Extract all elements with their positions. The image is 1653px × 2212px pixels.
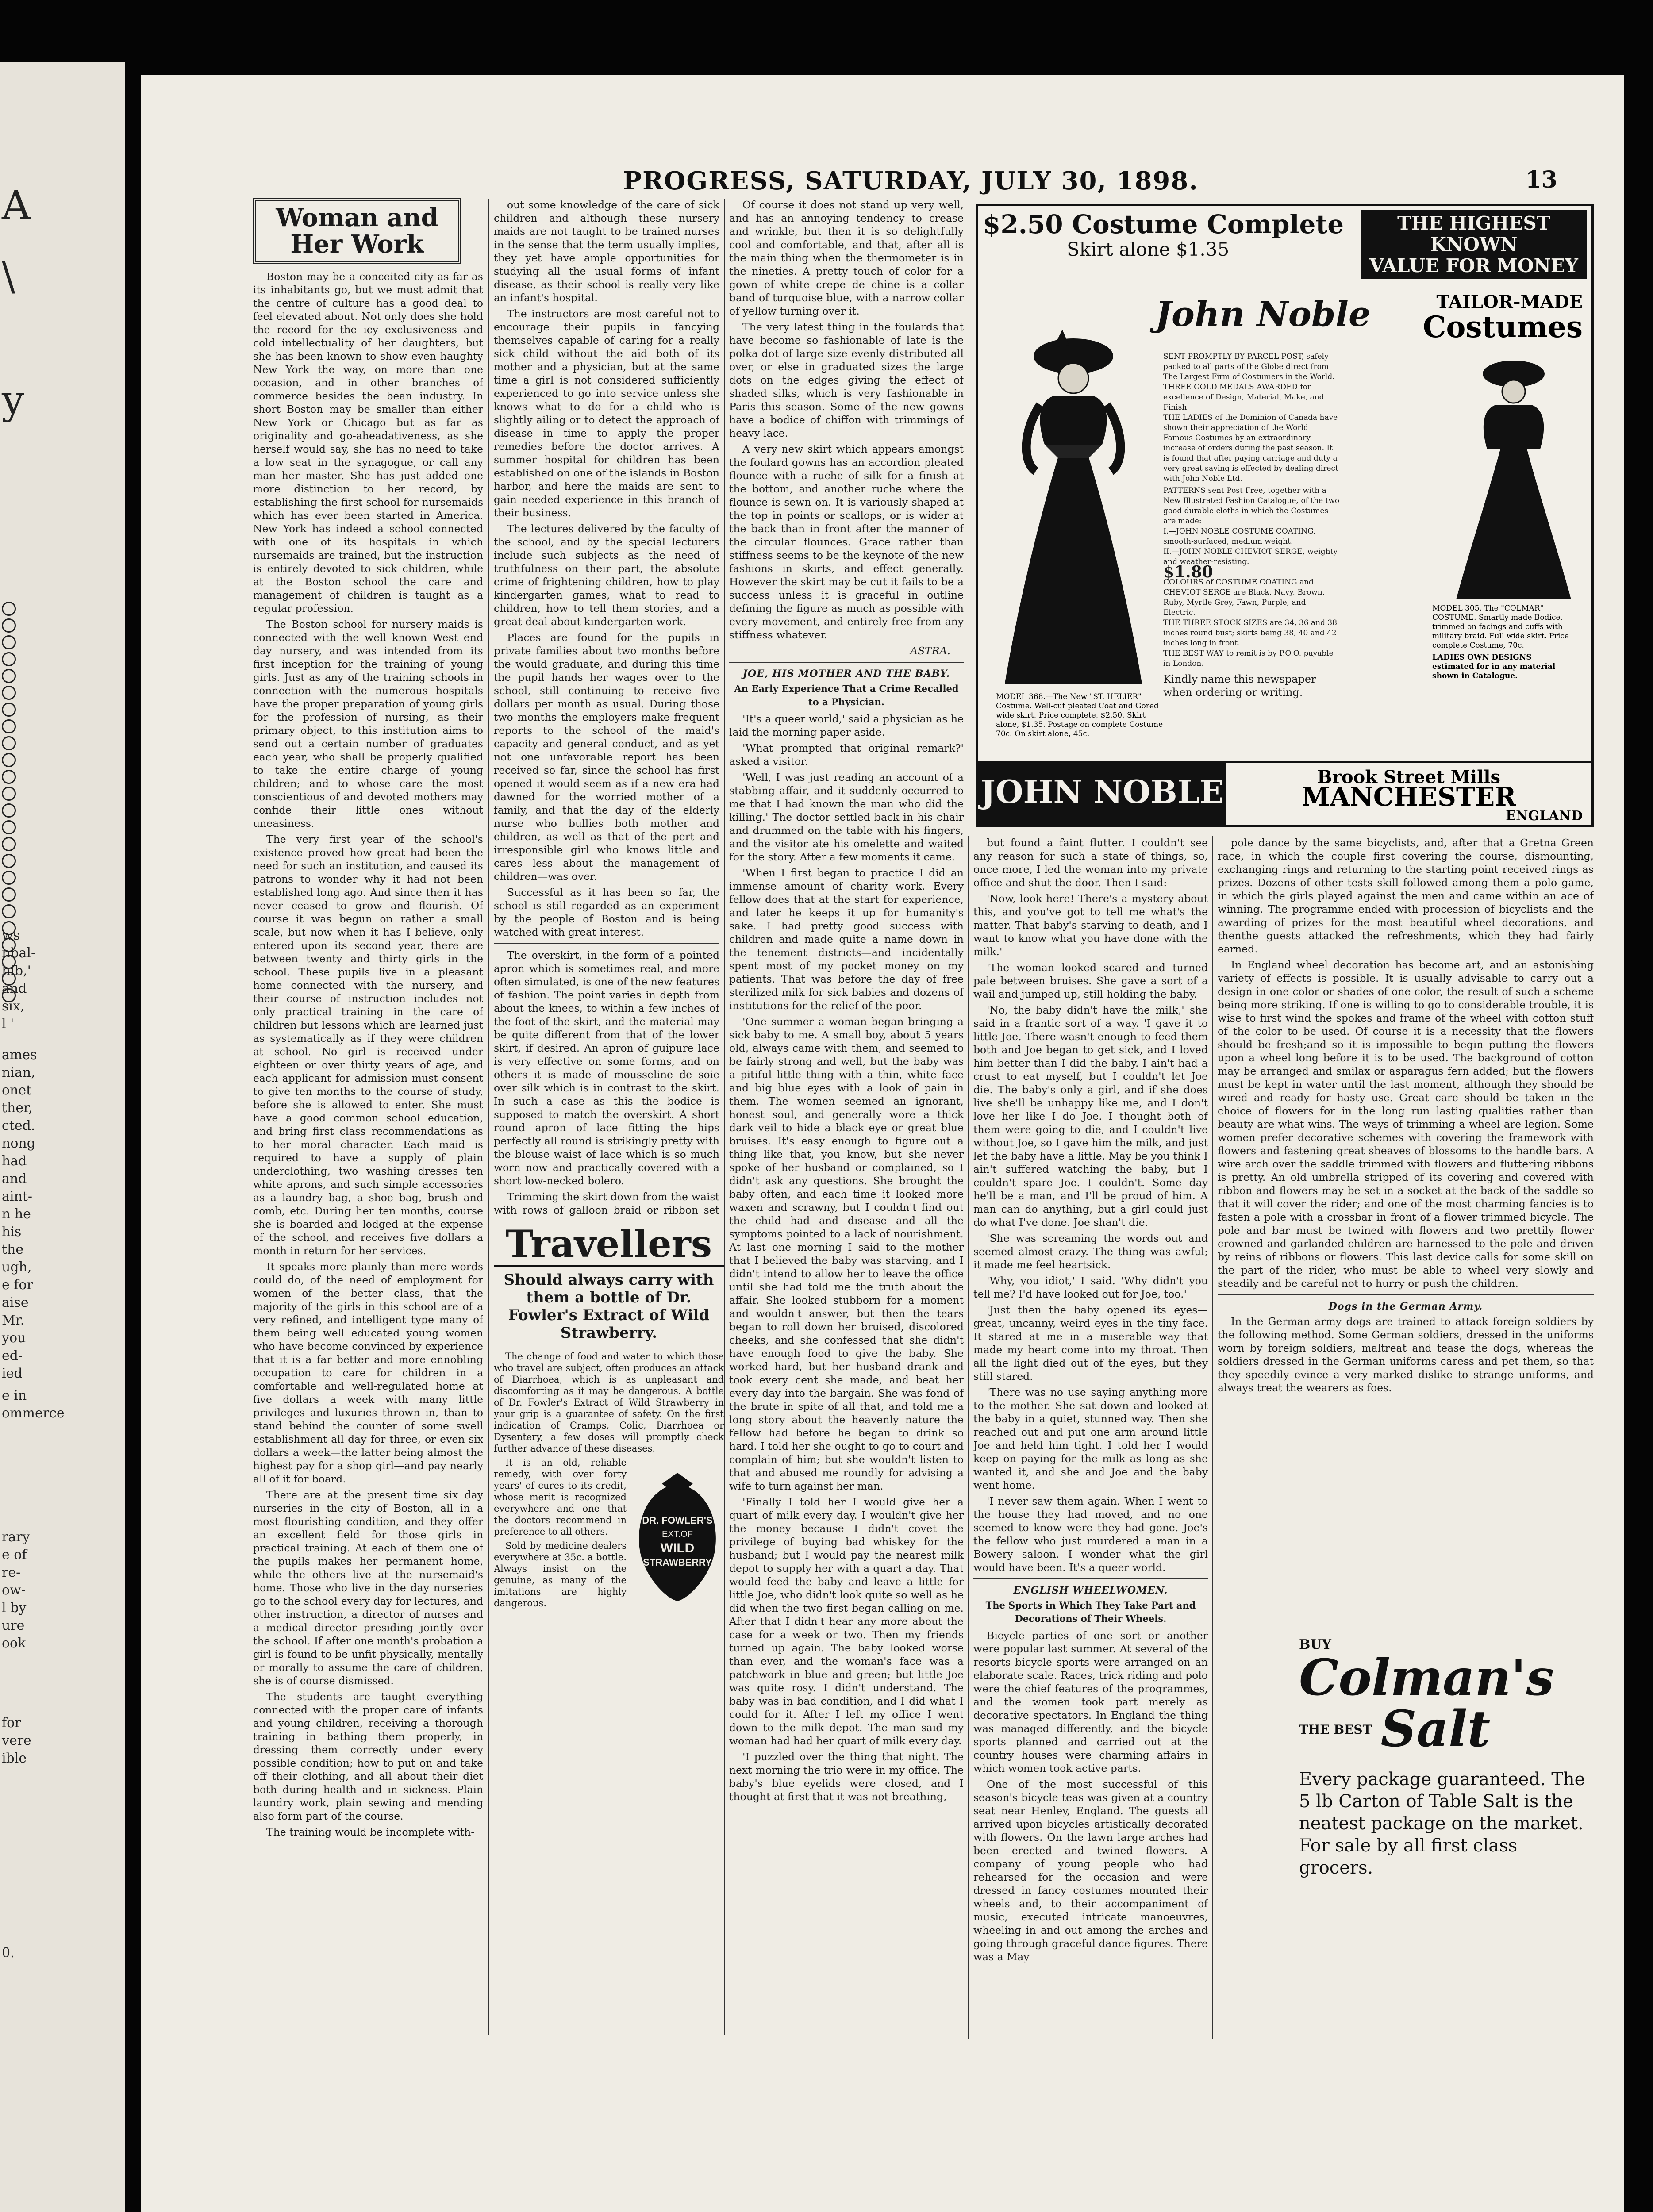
ad-price-big: $1.80 — [1163, 563, 1213, 581]
facing-page-fragment: cted. — [2, 1118, 35, 1133]
paragraph: 'Finally I told her I would give her a quart of milk every day. I wouldn't give her the money because I didn't covet the privilege of buying bad whiskey for the husband; but I would pay the nearest milk depot to supply her with a quart a day. That would feed the baby and leave a little for little Joe, who didn't look quite so well as he did when the two first began calling on me. After that I didn't hear any more about the case for a week or two. Then my friends turned up again. The baby looked worse than ever, and the woman's face was a patchwork in blue and green; but little Joe was quite rosy. I didn't understand. The baby was in bad condition, and I did what I could for it. After I left my office I went down to the milk depot. The man said my woman had had her quart of milk every day. — [729, 1496, 964, 1747]
paragraph: 'Now, look here! There's a mystery about this, and you've got to tell me what's the matter. That baby's starving to death, and I want to know what you have done with the milk.' — [973, 892, 1208, 958]
paragraph: Places are found for the pupils in private families about two months before the would graduate, and during this time the pupil hands her wages over to the school, still continuing to receive five dollars per month as usual. During those two months the employers make frequent reports to the school of the maid's capacity and general conduct, and as yet not one unfavorable report has been received so far, since the school has first opened it would seem as if a new era had dawned for the worried mother of a family, and that the day of the elderly nurse who bullies both mother and children, as well as that of the pert and irresponsible girl who knows little and cares less about the management of children—was over. — [494, 631, 719, 883]
ad-title: Travellers — [494, 1223, 724, 1267]
column-5 — [1218, 836, 1594, 1624]
svg-text:EXT.OF: EXT.OF — [661, 1529, 693, 1539]
paragraph: 'One summer a woman began bringing a sick baby to me. A small boy, about 5 years old, always came with them, and seemed to be fairly strong and well, but the baby was a pitiful little thing with a thin, white face and big blue eyes with a look of pain in them. The women seemed an ignorant, honest soul, and generally wore a thick dark veil to hide a black eye or great blue bruises. It's easy enough to figure out a thing like that, you know, but she never spoke of her husband or complained, so I didn't ask any questions. She brought the baby often, and each time it looked more waxen and scrawny, but I couldn't find out the child had and disease and all the symptoms pointed to a lack of nourishment. At last one morning I said to the mother that I believed the baby was starving, and I didn't intend to allow her to leave the office until she had told me the truth about the affair. She looked stubborn for a moment and wouldn't answer, but then the tears began to roll down her bruised, discolored cheeks, and she confessed that she didn't have enough food to give the baby. She worked hard, but her husband drank and took every cent she made, and beat her every day into the bargain. She was fond of the brute in spite of all that, and told me a long story about the heavenly nature the fellow had before he began to drink so hard. I told her she ought to go to court and complain of him; but she wouldn't listen to that and abused me roundly for advising a wife to turn against her man. — [729, 1015, 964, 1492]
paragraph: Of course it does not stand up very well, and has an annoying tendency to crease and wrinkle, but then it is so delightfully cool and comfortable, and that, after all is the main thing when the thermometer is in the nineties. A pretty touch of color for a gown of white crepe de chine is a collar band of turquoise blue, with a narrow collar of yellow turning over it. — [729, 199, 964, 317]
facing-page-fragment: ure — [2, 1618, 25, 1633]
facing-page-fragment: vere — [2, 1733, 31, 1748]
facing-page-fragment: e for — [2, 1277, 33, 1293]
facing-page-fragment: ible — [2, 1751, 27, 1766]
facing-page-fragment: nian, — [2, 1065, 35, 1080]
paragraph: 'There was no use saying anything more to the mother. She sat down and looked at the baby in a quiet, stunned way. Then she reached out and put one arm around little Joe and held him tight. I told her I would keep on paying for the milk as long as she wanted it, and she and Joe and the baby went home. — [973, 1386, 1208, 1491]
facing-page-fragment: e in — [2, 1388, 27, 1403]
facing-page-fragment: l by — [2, 1600, 27, 1616]
facing-page-fragment: nong — [2, 1136, 35, 1151]
facing-page-fragment: ugh, — [2, 1260, 32, 1275]
facing-page-fragment: nbal- — [2, 945, 36, 961]
facing-page-fragment: and — [2, 1171, 27, 1187]
svg-text:WILD: WILD — [660, 1541, 695, 1555]
article-subheading: An Early Experience That a Crime Recalled to a Physician. — [734, 683, 959, 707]
paragraph: 'Why, you idiot,' I said. 'Why didn't you tell me? I'd have looked out for Joe, too.' — [973, 1275, 1208, 1300]
newspaper-page — [141, 75, 1624, 2212]
facing-page-fragment: re- — [2, 1565, 21, 1580]
paragraph: 'The woman looked scared and turned pale between bruises. She gave a sort of a wail and jumped up, still holding the baby. — [973, 961, 1208, 1000]
paragraph: In England wheel decoration has become art, and an astonishing variety of effects is possible. It is usually advisable to carry out a design in one color or shades of one color, the result of such a scheme being more striking. If one is willing to go to considerable trouble, it is wise to first wind the spokes and frame of the wheel with cotton stuff of the color to be used. Of course it is a necessity that the flowers should be fresh;and so it is impossible to begin putting the flowers upon a wheel long before it is to be used. The background of cotton may be arranged and smilax or asparagus fern added; but the flowers must be kept in water until the last moment, although they should be wired and ready for hasty use. Great care should be taken in the choice of flowers for in the long run lasting qualities rather than beauty are what wins. The ways of trimming a wheel are legion. Some women prefer decorative schemes with covering the framework with flowers and fastening great sheaves of blossoms to the handle bars. A wire arch over the saddle trimmed with flowers and fluttering ribbons is pretty. An old umbrella stripped of its covering and covered with ribbon and flowers may be set in a socket at the back of the saddle so that it will cover the rider; and one of the most charming fancies is to fasten a pole with a crossbar in front of a flower trimmed bicycle. The pole and bar must be twined with flowers and two prettily flower crowned and garlanded children are harnessed to the pole and driven by reins of ribbons or flowers. This last device calls for some skill on the part of the rider, who must be able to wheel very slowly and steadily and be careful not to hurry or push the children. — [1218, 959, 1594, 1290]
paragraph: The overskirt, in the form of a pointed apron which is sometimes real, and more often simulated, is one of the new features of fashion. The point varies in depth from about the knees, to within a few inches of the foot of the skirt, and the material may be quite different from that of the lower skirt, if desired. An apron of guipure lace is very effective on some forms, and on others it is made of mousseline de soie over silk which is in contrast to the skirt. In such a case as this the bodice is supposed to match the overskirt. A short round apron of lace fitting the hips perfectly all round is strikingly pretty with the blouse waist of lace which is so much worn now and practically covered with a short low-necked bolero. — [494, 949, 719, 1187]
facing-page-fragment: his — [2, 1224, 22, 1240]
paragraph: A very new skirt which appears amongst the foulard gowns has an accordion pleated flounce with a ruche of silk for a finish at the bottom, and another ruche where the flounce is sewn on. It is variously shaped at the top in points or scallops, or is wider at the back than in front after the manner of the circular flounces. Grace rather than stiffness seems to be the keynote of the new fashions in skirts, and effect generally. However the skirt may be cut it fails to be a success unless it is graceful in outline defining the figure as much as possible with every movement, and entirely free from any stiffness whatever. — [729, 443, 964, 641]
paragraph: 'When I first began to practice I did an immense amount of charity work. Every fellow does that at the start for experience, and later he keeps it up for humanity's sake. I had pretty good success with children and made quite a name down in the tenement districts—and incidentally spent most of my pocket money on my patients. That was before the day of free sterilized milk for sick babies and dozens of institutions for the relief of the poor. — [729, 867, 964, 1012]
facing-page-fragment: \ — [2, 253, 15, 300]
facing-page-fragment: ook — [2, 1636, 26, 1651]
ad-the-best: THE BEST — [1299, 1722, 1372, 1737]
ornament-border — [2, 602, 18, 1005]
facing-page-fragment: you — [2, 1330, 26, 1346]
paragraph: 'What prompted that original remark?' asked a visitor. — [729, 742, 964, 768]
facing-page-edge — [0, 62, 125, 2212]
facing-page-fragment: ther, — [2, 1100, 33, 1116]
paragraph: Successful as it has been so far, the school is still regarded as an experiment by the people of Boston and is being watched with great interest. — [494, 886, 719, 938]
facing-page-fragment: aint- — [2, 1189, 32, 1204]
facing-page-fragment: ws — [2, 928, 20, 943]
facing-page-fragment: l ' — [2, 1016, 14, 1032]
paragraph: The instructors are most careful not to encourage their pupils in fancying themselves capable of caring for a really sick child without the aid both of its mother and a physician, but at the same time a girl is not considered sufficiently experienced to go into service unless she knows what to do for a child who is slightly ailing or to detect the approach of disease in time to apply the proper remedies before the doctor arrives. A summer hospital for children has been established on one of the islands in Boston harbor, and here the maids are sent to gain needed experience in this branch of their business. — [494, 307, 719, 519]
paragraph: The very first year of the school's existence proved how great had been the need for such an institution, and caused its patrons to wonder why it had not been established long ago. And since then it has never ceased to grow and flourish. Of course it was begun on rather a small scale, but now when it has I believe, only entered upon its second year, there are between twenty and thirty girls in the school. These pupils live in a pleasant home connected with the nursery, and their course of instruction includes not only practical training in the care of children but lessons which are learned just as systematically as if they were children at school. No girl is received under eighteen or over thirty years of age, and each applicant for admission must consent to give ten months to the course of study, before she is allowed to enter. She must have a good common school education, and bring first class recommendations as to her moral character. Each maid is required to have a supply of plain underclothing, two washing dresses ten white aprons, and such simple accessories as a laundry bag, a shoe bag, brush and comb, etc. During her ten months, course she is boarded and lodged at the expense of the school, and receives five dollars a month in return for her services. — [253, 833, 483, 1257]
column-3 — [729, 198, 964, 2034]
ad-brand-row — [1299, 1700, 1591, 1758]
travellers-advertisement — [494, 1223, 724, 1935]
section-heading: Woman and Her Work — [253, 198, 461, 264]
svg-text:STRAWBERRY: STRAWBERRY — [643, 1557, 712, 1568]
paragraph: The very latest thing in the foulards that have become so fashionable of late is the polka dot of large size evenly distributed all over, or else in graduated sizes the large dots on the edges giving the effect of shaded silks, which is very fashionable in Paris this season. Some of the new gowns have a bodice of chiffon with trimmings of heavy lace. — [729, 321, 964, 439]
paragraph: Bicycle parties of one sort or another were popular last summer. At several of the resorts bicycle sports were arranged on an elaborate scale. Races, trick riding and polo were the chief features of the programmes, and the women took part merely as decorative spectators. In England the thing was managed differently, and the bicycle sports planned and carried out at the country houses were charming affairs in which women took active parts. — [973, 1629, 1208, 1774]
facing-page-fragment: 0. — [2, 1945, 15, 1961]
svg-text:DR. FOWLER'S: DR. FOWLER'S — [642, 1515, 713, 1526]
ad-model-caption: MODEL 305. The "COLMAR" COSTUME. Smartly made Bodice, trimmed on facings and cuffs with military braid. Full wide skirt. Price complete Costume, 70c. LADIES OWN DESIGNS estimated for in any material shown in Catalogue. — [1432, 604, 1569, 680]
ad-body: SENT PROMPTLY BY PARCEL POST, safely packed to all parts of the Globe direct from The Largest Firm of Costumers in the World. THREE GOLD MEDALS AWARDED for excellence of Design, Material, Make, and Finish. THE LADIES of the Dominion of Canada have shown their appreciation of the World Famous Costumes by an extraordinary increase of orders during the past season. It is found that after paying carriage and duty a very great saving is effected by dealing direct with John Noble Ltd. PATTERNS sent Post Free, together with a New Illustrated Fashion Catalogue, of the two good durable cloths in which the Costumes are made: I.—JOHN NOBLE COSTUME COATING, smooth-surfaced, medium weight. II.—JOHN NOBLE CHEVIOT SERGE, weighty and weather-resisting. $1.80 COLOURS of COSTUME COATING and CHEVIOT SERGE are Black, Navy, Brown, Ruby, Myrtle Grey, Fawn, Purple, and Electric. THE THREE STOCK SIZES are 34, 36 and 38 inches round bust; skirts being 38, 40 and 42 inches long in front. THE BEST WAY to remit is by P.O.O. payable in London. Kindly name this newspaper when ordering or writing. — [1163, 352, 1340, 699]
paragraph: Boston may be a conceited city as far as its inhabitants go, but we must admit that the centre of culture has a good deal to feel elevated about. Not only does she hold the record for the icy exclusiveness and cold intellectuality of her daughters, but she has been known to show even haughty New York the way, on more than one occasion, and in other branches of commerce besides the bean industry. In short Boston may be smaller than either New York or Chicago but as far as originality and go-aheadativeness, as she herself would say, she has no need to take a low seat in the synagogue, or call any man her master. She has just added one more distinction to her record, by establishing the first school for nursemaids which has ever been started in America. New York has indeed a school connected with one of its hospitals in which nursemaids are trained, but the instruction is entirely devoted to sick children, while at the Boston school the care and management of children is taught as a regular profession. — [253, 270, 483, 614]
facing-page-fragment: Mr. — [2, 1313, 25, 1328]
column-2 — [494, 198, 719, 1216]
paragraph: It speaks more plainly than mere words could do, of the need of employment for women of the better class, that the majority of the girls in this school are of a very refined, and intelligent type many of them being well educated young women who have become convinced by experience that it is a far better and more ennobling occupation to care for children in a comfortable and well-regulated home at five dollars a week with many little privileges and luxuries thrown in, than to stand behind the counter of some swell establishment all day for three, or even six dollars a week—the latter being almost the highest pay for a shop girl—and pay nearly all of it for board. — [253, 1260, 483, 1485]
column-woman-and-her-work — [253, 198, 483, 2034]
paragraph: In the German army dogs are trained to attack foreign soldiers by the following method. Some German soldiers, dressed in the uniforms worn by foreign soldiers, maltreat and tease the dogs, whereas the soldiers dressed in the German uniforms caress and pet them, so that they speedily evince a very marked dislike to strange uniforms, and always treat the wearers as foes. — [1218, 1315, 1594, 1394]
facing-page-fragment: the — [2, 1242, 24, 1257]
ad-brand-salt: Salt — [1380, 1700, 1491, 1758]
ad-tagline: Should always carry with them a bottle of Dr. Fowler's Extract of Wild Strawberry. — [504, 1271, 714, 1342]
ad-skirt-price: Skirt alone $1.35 — [1067, 238, 1230, 260]
paragraph: 'She was screaming the words out and seemed almost crazy. The thing was awful; it made me feel heartsick. — [973, 1232, 1208, 1271]
facing-page-fragment: A — [2, 182, 31, 229]
ad-paragraph: Sold by medicine dealers everywhere at 35c. a bottle. Always insist on the genuine, as many of the imitations are highly dangerous. — [494, 1540, 627, 1609]
paragraph: 'I never saw them again. When I went to the house they had moved, and no one seemed to know were they had gone. Joe's the fellow who just murdered a man in a Bowery saloon. I wonder what the girl would have been. It's a queer world. — [973, 1495, 1208, 1574]
article-heading: JOE, HIS MOTHER AND THE BABY. — [742, 668, 950, 680]
paragraph: 'Just then the baby opened its eyes—great, uncanny, weird eyes in the tiny face. It stared at me in a miserable way that made my heart come into my throat. Then all the light died out of the eyes, but they still stared. — [973, 1304, 1208, 1382]
paragraph: 'It's a queer world,' said a physician as he laid the morning paper aside. — [729, 713, 964, 738]
page-title: PROGRESS, SATURDAY, JULY 30, 1898. — [623, 166, 1199, 196]
signature-astra: ASTRA. — [910, 645, 950, 657]
paragraph: There are at the present time six day nurseries in the city of Boston, all in a most flourishing condition, and they offer an excellent field for those girls in practical training. At each of them one of the pupils makes her permanent home, while the others live at the nursemaid's home. Those who live in the day nurseries go to the school every day for lectures, and other instruction, a director of nurses and a medical director presiding jointly over the school. If after one month's probation a girl is found to be unfit physically, mentally or morally to assume the care of children, she is of course dismissed. — [253, 1489, 483, 1687]
facing-page-fragment: ames — [2, 1047, 37, 1063]
ad-brand: Colman's — [1299, 1649, 1554, 1707]
article-heading: ENGLISH WHEELWOMEN. — [1013, 1585, 1168, 1596]
paragraph: The lectures delivered by the faculty of the school, and by the special lecturers include such subjects as the need of truthfulness on their part, the absolute crime of frightening children, how to play kindergarten games, what to read to children, how to tell them stories, and a great deal about kindergarten work. — [494, 522, 719, 628]
costume-figure-illustration — [1438, 356, 1589, 604]
column-rule — [1212, 836, 1213, 2039]
ad-model-caption: MODEL 368.—The New "ST. HELIER" Costume. Well-cut pleated Coat and Gored wide skirt. Price complete, $2.50. Skirt alone, $1.35. Postage on complete Costume 70c. On skirt alone, 45c. — [996, 692, 1163, 738]
ad-brand: John Noble — [1155, 294, 1371, 334]
paragraph: 'Well, I was just reading an account of a stabbing affair, and it suddenly occurred to me that I had known the man who did the killing.' The doctor settled back in his chair and drummed on the table with his fingers, and the visitor ate his omelette and waited for the story. After a few moments it came. — [729, 771, 964, 863]
divider — [494, 943, 719, 944]
paragraph: but found a faint flutter. I couldn't see any reason for such a state of things, so, once more, I led the woman into my private office and shut the door. Then I said: — [973, 837, 1208, 889]
paragraph: pole dance by the same bicyclists, and, after that a Gretna Green race, in which the couple first covering the course, dismounting, exchanging rings and returning to the starting point received rings as prizes. Dozens of other tests skill followed among them a polo game, in which the girls played against the men and came within an ace of winning. The programme ended with procession of bicyclists and the awarding of prizes for the most beautiful wheel decorations, and thenthe guests attacked the refreshments, which they had fairly earned. — [1218, 837, 1594, 955]
ad-paragraph: The change of food and water to which those who travel are subject, often produces an attack of Diarrhoea, which is as unpleasant and discomforting as it may be dangerous. A bottle of Dr. Fowler's Extract of Wild Strawberry in your grip is a guarantee of safety. On the first indication of Cramps, Colic, Diarrhoea or Dysentery, a few doses will promptly check further advance of these diseases. — [494, 1351, 724, 1454]
paragraph: 'I puzzled over the thing that night. The next morning the trio were in my office. The baby's blue eyelids were closed, and I thought at first that it was not breathing, — [729, 1751, 964, 1803]
ad-footer-address: Brook Street Mills MANCHESTER ENGLAND — [1301, 767, 1583, 824]
page-number: 13 — [1525, 166, 1557, 193]
paragraph: out some knowledge of the care of sick children and although these nursery maids are not taught to be trained nurses in the sense that the term usually implies, they yet have ample opportunities for studying all the usual forms of infant disease, as their school is really very like an infant's hospital. — [494, 199, 719, 304]
facing-page-fragment: onet — [2, 1083, 32, 1098]
facing-page-fragment: y — [2, 377, 24, 423]
divider — [729, 662, 964, 663]
ad-tailor-made: TAILOR-MADE Costumes — [1422, 292, 1583, 344]
ad-value-banner: THE HIGHEST KNOWN VALUE FOR MONEY — [1361, 210, 1587, 279]
ad-copy: Every package guaranteed. The 5 lb Carton of Table Salt is the neatest package on the market. For sale by all first class grocers. — [1299, 1769, 1585, 1878]
facing-page-fragment: hib,' — [2, 963, 31, 979]
facing-page-fragment: ow- — [2, 1582, 26, 1598]
facing-page-fragment: ommerce — [2, 1406, 65, 1421]
facing-page-fragment: aise — [2, 1295, 29, 1310]
column-rule — [488, 199, 489, 2035]
facing-page-fragment: six, — [2, 998, 25, 1014]
ad-price-line: $2.50 Costume Complete — [983, 209, 1344, 239]
column-rule — [724, 199, 725, 2035]
column-4 — [973, 836, 1208, 2035]
facing-page-fragment: ed- — [2, 1348, 23, 1363]
facing-page-fragment: and — [2, 981, 27, 996]
article-heading: Dogs in the German Army. — [1328, 1301, 1483, 1312]
ad-footer — [978, 761, 1591, 825]
ad-paragraph: It is an old, reliable remedy, with over forty years' of cures to its credit, whose merit is recognized everywhere and one that the doctors recommend in preference to all others. — [494, 1457, 627, 1537]
ad-buy-label: BUY — [1299, 1637, 1331, 1652]
facing-page-fragment: had — [2, 1153, 27, 1169]
divider — [973, 1578, 1208, 1579]
column-rule — [968, 836, 969, 2039]
paragraph: Trimming the skirt down from the waist with rows of galloon braid or ribbon set — [494, 1190, 719, 1216]
facing-page-fragment: ied — [2, 1366, 23, 1381]
colmans-salt-advertisement — [1299, 1637, 1591, 1920]
masthead — [141, 164, 1624, 195]
john-noble-advertisement — [976, 204, 1594, 827]
paragraph: The Boston school for nursery maids is connected with the well known West end day nursery, and was intended from its first inception for the training of young girls. Just as any of the training schools in connection with the numerous hospitals have the proper preparation of young girls for the profession of nursing, as their primary object, to this institution aims to send out a certain number of graduates each year, who shall be properly qualified to take the entire charge of young children; and to whose care the most conscientious of and devoted mothers may confide their little ones without uneasiness. — [253, 618, 483, 830]
paragraph: One of the most successful of this season's bicycle teas was given at a country seat near Henley, England. The guests all arrived upon bicycles artistically decorated with flowers. On the lawn large arches had been erected and twined flowers. A company of young people who had rehearsed for the occasion and were dressed in fancy costumes mounted their wheels and, to their accompaniment of music, executed intricate manoeuvres, wheeling in and out among the arches and going through graceful dance figures. There was a May — [973, 1778, 1208, 1963]
divider — [1218, 1294, 1594, 1295]
facing-page-fragment: rary — [2, 1529, 30, 1545]
paragraph: 'No, the baby didn't have the milk,' she said in a frantic sort of a way. 'I gave it to little Joe. There wasn't enough to feed them both and Joe began to get sick, and I loved him better than I did the baby. I ain't had a crust to eat myself, but I couldn't let Joe die. The baby's only a girl, and if she does live she'll be unhappy like me, and I don't love her like I do Joe. I thought both of them were going to die, and I couldn't live without Joe, so I gave him the milk, and just let the baby have a little. May be you think I ain't suffered watching the baby, but I couldn't spare Joe. I couldn't. Some day he'll be a man, and I'll be proud of him. A man can do anything, but a girl could just do what I've done. Joe shan't die. — [973, 1004, 1208, 1229]
strawberry-bottle-icon — [631, 1471, 724, 1603]
paragraph: The students are taught everything connected with the proper care of infants and young children, receiving a thorough training in bathing them properly, in dressing them correctly under every possible condition; how to put on and take off their clothing, and all about their diet both during health and in sickness. Plain laundry work, plain sewing and mending also form part of the course. — [253, 1690, 483, 1822]
facing-page-fragment: e of — [2, 1547, 27, 1563]
costume-figure-illustration — [992, 330, 1155, 692]
paragraph: The training would be incomplete with- — [266, 1826, 475, 1838]
ad-footer-company: JOHN NOBLE — [978, 763, 1226, 825]
article-subheading: The Sports in Which They Take Part and Decorations of Their Wheels. — [985, 1600, 1196, 1624]
facing-page-fragment: for — [2, 1715, 21, 1731]
facing-page-fragment: n he — [2, 1206, 31, 1222]
